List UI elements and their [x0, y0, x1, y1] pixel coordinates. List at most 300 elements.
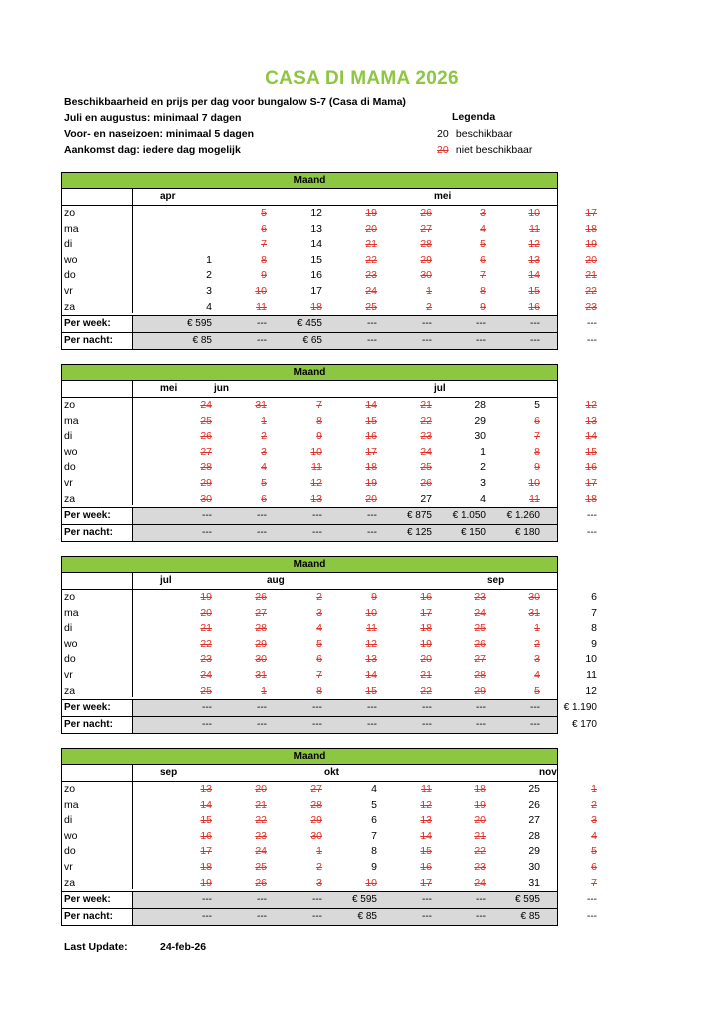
day-row-wo [62, 253, 597, 269]
day-label: zo [64, 591, 76, 603]
day-available: 30 [528, 860, 540, 873]
day-unavailable: 16 [420, 860, 432, 873]
day-unavailable: 8 [534, 445, 540, 458]
day-unavailable: 1 [534, 622, 540, 635]
day-unavailable: 20 [585, 253, 597, 266]
day-unavailable: 6 [480, 253, 486, 266]
price-night: --- [367, 335, 377, 347]
day-unavailable: 14 [365, 668, 377, 681]
price-night: € 65 [302, 335, 322, 347]
day-unavailable: 18 [474, 783, 486, 795]
day-unavailable: 6 [316, 653, 322, 666]
maand-header: Maand [62, 749, 557, 765]
day-unavailable: 30 [200, 492, 212, 505]
price-night: --- [257, 527, 267, 539]
day-unavailable: 10 [365, 606, 377, 619]
day-available: 16 [310, 269, 322, 282]
day-unavailable: 27 [310, 783, 322, 795]
day-unavailable: 3 [480, 207, 486, 219]
day-unavailable: 8 [261, 253, 267, 266]
day-unavailable: 27 [474, 653, 486, 666]
day-unavailable: 3 [534, 653, 540, 666]
day-unavailable: 5 [591, 845, 597, 858]
price-week: --- [312, 510, 322, 522]
day-row-za [62, 492, 597, 508]
maand-header: Maand [62, 557, 557, 573]
day-row-di [62, 429, 597, 445]
price-night: --- [422, 335, 432, 347]
day-unavailable: 18 [585, 222, 597, 235]
day-unavailable: 26 [420, 207, 432, 219]
day-label: do [64, 845, 76, 858]
day-unavailable: 27 [255, 606, 267, 619]
day-unavailable: 25 [365, 300, 377, 313]
day-row-zo [62, 590, 597, 606]
day-row-zo [62, 206, 597, 222]
day-label: wo [64, 829, 78, 842]
day-unavailable: 2 [534, 637, 540, 650]
day-available: 12 [310, 207, 322, 219]
month-label: mei [160, 383, 178, 394]
day-unavailable: 13 [365, 653, 377, 666]
day-unavailable: 4 [480, 222, 486, 235]
month-row [62, 189, 557, 206]
day-row-wo [62, 829, 597, 845]
day-unavailable: 21 [420, 399, 432, 411]
day-unavailable: 3 [261, 445, 267, 458]
day-available: 8 [591, 622, 597, 635]
day-unavailable: 18 [365, 461, 377, 474]
price-week: € 595 [351, 894, 377, 906]
price-week: € 595 [186, 318, 212, 330]
day-unavailable: 20 [200, 606, 212, 619]
price-week: € 875 [406, 510, 432, 522]
price-week: --- [202, 702, 212, 714]
month-label: mei [434, 191, 452, 202]
day-unavailable: 23 [585, 300, 597, 313]
day-available: 6 [591, 591, 597, 603]
day-unavailable: 2 [591, 798, 597, 811]
day-available: 17 [310, 284, 322, 297]
day-unavailable: 21 [474, 829, 486, 842]
day-unavailable: 6 [261, 222, 267, 235]
day-unavailable: 7 [534, 430, 540, 443]
day-unavailable: 14 [200, 798, 212, 811]
day-available: 11 [586, 668, 597, 681]
price-night: € 150 [460, 527, 486, 539]
day-unavailable: 25 [474, 622, 486, 635]
day-unavailable: 15 [420, 845, 432, 858]
day-unavailable: 10 [310, 445, 322, 458]
day-unavailable: 19 [200, 876, 212, 889]
day-available: 7 [371, 829, 377, 842]
day-unavailable: 2 [316, 860, 322, 873]
day-unavailable: 15 [365, 414, 377, 427]
price-week: --- [367, 702, 377, 714]
day-row-do [62, 652, 597, 668]
price-night: --- [257, 911, 267, 923]
price-week: --- [476, 894, 486, 906]
day-unavailable: 4 [261, 461, 267, 474]
price-night: € 125 [406, 527, 432, 539]
day-unavailable: 24 [200, 668, 212, 681]
day-unavailable: 17 [365, 445, 377, 458]
day-unavailable: 9 [534, 461, 540, 474]
day-unavailable: 14 [528, 269, 540, 282]
day-row-di [62, 621, 597, 637]
day-unavailable: 2 [316, 591, 322, 603]
day-unavailable: 20 [365, 222, 377, 235]
day-unavailable: 18 [420, 622, 432, 635]
day-unavailable: 29 [420, 253, 432, 266]
day-available: 6 [371, 814, 377, 827]
day-unavailable: 21 [585, 269, 597, 282]
day-unavailable: 15 [585, 445, 597, 458]
day-unavailable: 24 [474, 876, 486, 889]
day-unavailable: 26 [200, 430, 212, 443]
month-label: jun [214, 383, 229, 394]
calendar-block-4 [61, 748, 597, 926]
day-unavailable: 1 [316, 845, 322, 858]
day-unavailable: 18 [200, 860, 212, 873]
day-unavailable: 8 [316, 684, 322, 697]
day-available: 29 [528, 845, 540, 858]
day-unavailable: 26 [255, 591, 267, 603]
day-unavailable: 24 [474, 606, 486, 619]
day-unavailable: 14 [420, 829, 432, 842]
day-unavailable: 10 [255, 284, 267, 297]
day-unavailable: 19 [200, 591, 212, 603]
day-row-zo [62, 782, 597, 798]
day-unavailable: 10 [528, 476, 540, 489]
day-unavailable: 21 [420, 668, 432, 681]
month-label: jul [160, 575, 172, 586]
price-night: --- [476, 335, 486, 347]
day-label: ma [64, 222, 79, 235]
day-available: 12 [585, 684, 597, 697]
legend-available-label: beschikbaar [455, 128, 513, 140]
day-row-do [62, 844, 597, 860]
price-week: € 1.050 [452, 510, 486, 522]
day-unavailable: 12 [310, 476, 322, 489]
day-label: zo [64, 399, 76, 411]
price-week: --- [530, 318, 540, 330]
price-week: --- [202, 894, 212, 906]
day-label: zo [64, 783, 76, 795]
day-available: 5 [371, 798, 377, 811]
day-available: 26 [528, 798, 540, 811]
day-unavailable: 22 [474, 845, 486, 858]
day-available: 3 [206, 284, 212, 297]
day-unavailable: 11 [311, 461, 322, 474]
day-label: di [64, 622, 73, 635]
day-unavailable: 24 [420, 445, 432, 458]
day-unavailable: 25 [200, 414, 212, 427]
day-unavailable: 1 [591, 783, 597, 795]
day-unavailable: 24 [200, 399, 212, 411]
price-night: --- [476, 911, 486, 923]
day-unavailable: 4 [534, 668, 540, 681]
price-week: € 595 [514, 894, 540, 906]
day-unavailable: 15 [200, 814, 212, 827]
day-unavailable: 2 [261, 430, 267, 443]
price-week: --- [257, 702, 267, 714]
day-unavailable: 23 [200, 653, 212, 666]
day-unavailable: 25 [255, 860, 267, 873]
maand-header: Maand [62, 365, 557, 381]
day-available: 5 [534, 399, 540, 411]
per-week-row [62, 507, 597, 524]
day-unavailable: 17 [585, 207, 597, 219]
price-night: --- [422, 719, 432, 731]
price-week: --- [422, 702, 432, 714]
day-row-di [62, 813, 597, 829]
day-unavailable: 17 [585, 476, 597, 489]
day-available: 29 [474, 414, 486, 427]
day-available: 9 [591, 637, 597, 650]
day-unavailable: 19 [474, 798, 486, 811]
price-night: € 170 [571, 719, 597, 731]
legend-available-num: 20 [437, 128, 449, 140]
maand-header: Maand [62, 173, 557, 189]
price-week: --- [312, 702, 322, 714]
day-unavailable: 24 [255, 845, 267, 858]
day-unavailable: 3 [316, 606, 322, 619]
month-label: jul [434, 383, 446, 394]
day-row-ma [62, 798, 597, 814]
day-unavailable: 3 [316, 876, 322, 889]
per-night-row-label: Per nacht: [62, 525, 133, 541]
day-available: 15 [310, 253, 322, 266]
day-unavailable: 13 [585, 414, 597, 427]
day-unavailable: 10 [365, 876, 377, 889]
day-unavailable: 21 [365, 238, 377, 251]
day-unavailable: 11 [529, 222, 540, 235]
price-night: € 85 [192, 335, 212, 347]
day-unavailable: 26 [420, 476, 432, 489]
day-unavailable: 19 [420, 637, 432, 650]
price-week: --- [476, 318, 486, 330]
day-unavailable: 30 [310, 829, 322, 842]
day-available: 25 [528, 783, 540, 795]
day-unavailable: 28 [255, 622, 267, 635]
price-night: € 85 [520, 911, 540, 923]
day-unavailable: 4 [316, 622, 322, 635]
day-unavailable: 10 [528, 207, 540, 219]
day-available: 30 [474, 430, 486, 443]
price-night: --- [587, 335, 597, 347]
price-week: € 1.190 [563, 702, 597, 714]
price-night: --- [202, 719, 212, 731]
day-unavailable: 5 [261, 476, 267, 489]
day-unavailable: 30 [528, 591, 540, 603]
day-available: 3 [480, 476, 486, 489]
day-unavailable: 3 [591, 814, 597, 827]
day-label: di [64, 238, 73, 251]
day-unavailable: 11 [529, 492, 540, 505]
day-unavailable: 30 [420, 269, 432, 282]
day-unavailable: 17 [420, 606, 432, 619]
day-unavailable: 2 [426, 300, 432, 313]
day-available: 1 [480, 445, 486, 458]
legend-title: Legenda [452, 111, 496, 123]
day-available: 2 [206, 269, 212, 282]
day-row-vr [62, 284, 597, 300]
price-night: --- [587, 527, 597, 539]
day-unavailable: 19 [365, 207, 377, 219]
per-week-row-label: Per week: [62, 316, 133, 332]
day-unavailable: 7 [316, 668, 322, 681]
per-week-row [62, 699, 597, 716]
price-week: --- [587, 510, 597, 522]
legend-unavailable-label: niet beschikbaar [455, 144, 533, 156]
price-night: --- [476, 719, 486, 731]
day-unavailable: 9 [480, 300, 486, 313]
price-night: --- [312, 719, 322, 731]
price-night: --- [312, 527, 322, 539]
day-unavailable: 12 [420, 798, 432, 811]
day-unavailable: 12 [585, 399, 597, 411]
price-night: --- [367, 719, 377, 731]
day-unavailable: 11 [256, 300, 267, 313]
day-label: vr [64, 476, 73, 489]
day-unavailable: 13 [310, 492, 322, 505]
day-label: vr [64, 284, 73, 297]
month-label: sep [160, 767, 178, 778]
day-unavailable: 26 [255, 876, 267, 889]
day-unavailable: 16 [420, 591, 432, 603]
day-unavailable: 23 [365, 269, 377, 282]
last-update-label: Last Update: [64, 941, 128, 953]
day-available: 7 [591, 606, 597, 619]
price-night: --- [367, 527, 377, 539]
day-unavailable: 29 [200, 476, 212, 489]
day-row-ma [62, 414, 597, 430]
day-unavailable: 20 [420, 653, 432, 666]
day-row-za [62, 876, 597, 892]
price-week: --- [587, 894, 597, 906]
day-unavailable: 16 [528, 300, 540, 313]
day-unavailable: 31 [528, 606, 540, 619]
day-unavailable: 18 [310, 300, 322, 313]
day-unavailable: 24 [365, 284, 377, 297]
day-unavailable: 20 [365, 492, 377, 505]
day-unavailable: 12 [365, 637, 377, 650]
day-unavailable: 29 [474, 684, 486, 697]
day-label: za [64, 684, 76, 697]
month-row [62, 765, 557, 782]
day-row-do [62, 460, 597, 476]
day-unavailable: 20 [255, 783, 267, 795]
per-week-row-label: Per week: [62, 892, 133, 908]
day-unavailable: 13 [200, 783, 212, 795]
day-unavailable: 22 [420, 414, 432, 427]
day-label: ma [64, 606, 79, 619]
day-unavailable: 6 [261, 492, 267, 505]
day-unavailable: 23 [474, 860, 486, 873]
calendar-block-1 [61, 172, 597, 350]
month-label: aug [267, 575, 285, 586]
day-label: di [64, 814, 73, 827]
price-night: --- [257, 335, 267, 347]
day-unavailable: 16 [585, 461, 597, 474]
calendar-block-3 [61, 556, 597, 734]
month-row [62, 381, 557, 398]
day-unavailable: 27 [200, 445, 212, 458]
day-label: ma [64, 414, 79, 427]
day-label: vr [64, 668, 73, 681]
day-unavailable: 8 [480, 284, 486, 297]
legend-available [437, 128, 513, 140]
day-label: di [64, 430, 73, 443]
day-unavailable: 17 [420, 876, 432, 889]
month-label: apr [160, 191, 176, 202]
price-night: € 180 [514, 527, 540, 539]
day-available: 14 [310, 238, 322, 251]
day-label: do [64, 269, 76, 282]
day-available: 27 [420, 492, 432, 505]
day-available: 31 [528, 876, 540, 889]
day-unavailable: 11 [421, 783, 432, 795]
day-unavailable: 4 [591, 829, 597, 842]
day-available: 10 [585, 653, 597, 666]
info-line-bungalow: Beschikbaarheid en prijs per dag voor bungalow S-7 (Casa di Mama) [64, 96, 406, 108]
price-week: --- [530, 702, 540, 714]
day-row-wo [62, 637, 597, 653]
day-unavailable: 26 [474, 637, 486, 650]
per-night-row [62, 332, 597, 349]
per-night-row [62, 908, 597, 925]
price-night: --- [312, 911, 322, 923]
day-unavailable: 7 [316, 399, 322, 411]
price-week: --- [312, 894, 322, 906]
day-row-wo [62, 445, 597, 461]
day-row-vr [62, 860, 597, 876]
day-unavailable: 16 [365, 430, 377, 443]
day-unavailable: 31 [255, 399, 267, 411]
per-night-row-label: Per nacht: [62, 717, 133, 733]
day-available: 28 [474, 399, 486, 411]
price-night: --- [530, 335, 540, 347]
day-unavailable: 28 [200, 461, 212, 474]
day-available: 4 [480, 492, 486, 505]
day-unavailable: 15 [365, 684, 377, 697]
day-unavailable: 18 [585, 492, 597, 505]
day-unavailable: 8 [316, 414, 322, 427]
day-unavailable: 5 [261, 207, 267, 219]
month-label: sep [487, 575, 505, 586]
day-unavailable: 21 [200, 622, 212, 635]
day-label: vr [64, 860, 73, 873]
day-row-vr [62, 668, 597, 684]
day-available: 9 [371, 860, 377, 873]
day-label: do [64, 461, 76, 474]
day-row-zo [62, 398, 597, 414]
day-label: ma [64, 798, 79, 811]
price-week: --- [367, 318, 377, 330]
day-unavailable: 7 [261, 238, 267, 251]
day-unavailable: 28 [474, 668, 486, 681]
day-unavailable: 28 [420, 238, 432, 251]
day-unavailable: 13 [420, 814, 432, 827]
day-unavailable: 31 [255, 668, 267, 681]
day-available: 13 [310, 222, 322, 235]
day-available: 4 [206, 300, 212, 313]
day-label: za [64, 492, 76, 505]
price-week: --- [257, 894, 267, 906]
day-row-di [62, 237, 597, 253]
day-unavailable: 21 [255, 798, 267, 811]
